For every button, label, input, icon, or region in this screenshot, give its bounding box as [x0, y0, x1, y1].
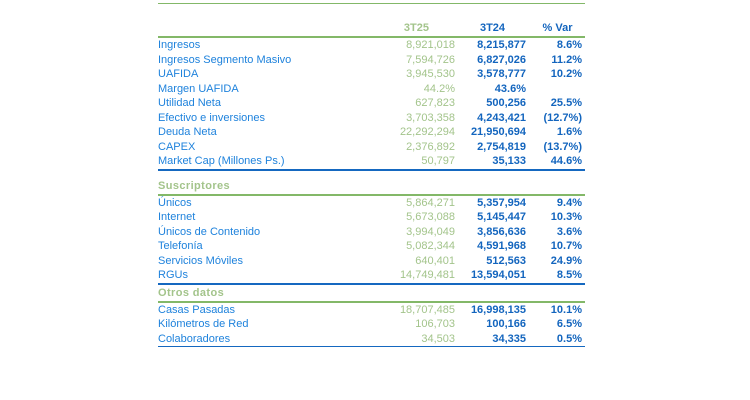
- row-label: Efectivo e inversiones: [158, 111, 265, 124]
- value-3t25: 2,376,892: [406, 140, 455, 153]
- section-title: Otros datos: [158, 286, 225, 299]
- table-row: [158, 268, 585, 283]
- value-3t24: 4,591,968: [477, 240, 526, 253]
- value-3t25: 8,921,018: [406, 39, 455, 52]
- row-label: Telefonía: [158, 240, 203, 253]
- section-bottom-rule: [158, 346, 585, 347]
- row-label: Market Cap (Millones Ps.): [158, 155, 285, 168]
- value-3t25: 640,401: [415, 254, 455, 267]
- table-row: [158, 210, 585, 225]
- row-label: Únicos de Contenido: [158, 225, 261, 238]
- table-section-0: [158, 38, 585, 171]
- table-row: [158, 303, 585, 318]
- table-row: [158, 125, 585, 140]
- value-pct-var: (13.7%): [543, 140, 582, 153]
- value-3t24: 13,594,051: [470, 269, 526, 282]
- value-pct-var: (12.7%): [543, 111, 582, 124]
- value-pct-var: 8.5%: [556, 269, 582, 282]
- row-label: Margen UAFIDA: [158, 82, 239, 95]
- value-3t24: 16,998,135: [470, 303, 526, 316]
- value-3t25: 3,994,049: [406, 225, 455, 238]
- table-row: [158, 225, 585, 240]
- value-3t25: 627,823: [415, 97, 455, 110]
- value-3t24: 500,256: [486, 97, 526, 110]
- value-pct-var: 10.2%: [550, 68, 582, 81]
- table-row: [158, 332, 585, 347]
- value-3t25: 3,703,358: [406, 111, 455, 124]
- value-3t25: 5,864,271: [406, 196, 455, 209]
- value-3t25: 5,673,088: [406, 211, 455, 224]
- table-row: [158, 111, 585, 126]
- column-header-pct-var: % Var: [542, 22, 573, 34]
- row-label: RGUs: [158, 269, 188, 282]
- value-3t25: 44.2%: [423, 82, 455, 95]
- value-3t25: 34,503: [421, 332, 455, 345]
- row-label: Deuda Neta: [158, 126, 217, 139]
- value-pct-var: 6.5%: [556, 318, 582, 331]
- value-pct-var: 1.6%: [556, 126, 582, 139]
- value-3t24: 512,563: [486, 254, 526, 267]
- value-3t25: 7,594,726: [406, 53, 455, 66]
- section-rows: [158, 38, 585, 169]
- value-3t24: 8,215,877: [477, 39, 526, 52]
- row-label: Servicios Móviles: [158, 254, 243, 267]
- value-3t24: 6,827,026: [477, 53, 526, 66]
- table-row: [158, 96, 585, 111]
- row-label: UAFIDA: [158, 68, 199, 81]
- top-rule: [158, 3, 585, 4]
- row-label: Utilidad Neta: [158, 97, 221, 110]
- row-label: Colaboradores: [158, 332, 231, 345]
- column-header-3t25: 3T25: [403, 22, 429, 34]
- value-3t25: 50,797: [421, 155, 455, 168]
- table-row: [158, 38, 585, 53]
- section-title: Suscriptores: [158, 179, 231, 192]
- row-label: Únicos: [158, 196, 192, 209]
- value-3t24: 5,357,954: [477, 196, 526, 209]
- value-3t24: 34,335: [492, 332, 526, 345]
- value-pct-var: 3.6%: [556, 225, 582, 238]
- value-3t24: 35,133: [492, 155, 526, 168]
- value-pct-var: 10.3%: [550, 211, 582, 224]
- table-row: [158, 317, 585, 332]
- value-3t25: 3,945,530: [406, 68, 455, 81]
- value-3t24: 100,166: [486, 318, 526, 331]
- table-row: [158, 53, 585, 68]
- value-3t25: 22,292,294: [399, 126, 455, 139]
- table-section-2: [158, 286, 585, 348]
- value-pct-var: 0.5%: [556, 332, 582, 345]
- table-row: [158, 154, 585, 169]
- value-3t25: 106,703: [415, 318, 455, 331]
- value-pct-var: 10.1%: [550, 303, 582, 316]
- table-row: [158, 254, 585, 269]
- table-header-row: [158, 20, 585, 36]
- table-row: [158, 239, 585, 254]
- value-pct-var: 9.4%: [556, 196, 582, 209]
- column-header-3t24: 3T24: [479, 22, 506, 34]
- section-rows: [158, 303, 585, 347]
- value-3t24: 43.6%: [494, 82, 526, 95]
- value-3t24: 2,754,819: [477, 140, 526, 153]
- table-row: [158, 82, 585, 97]
- row-label: Internet: [158, 211, 196, 224]
- value-pct-var: 44.6%: [550, 155, 582, 168]
- value-pct-var: 8.6%: [556, 39, 582, 52]
- value-pct-var: 25.5%: [550, 97, 582, 110]
- value-pct-var: 24.9%: [550, 254, 582, 267]
- section-bottom-rule: [158, 283, 585, 285]
- row-label: Casas Pasadas: [158, 303, 236, 316]
- row-label: Kilómetros de Red: [158, 318, 249, 331]
- value-3t24: 3,856,636: [477, 225, 526, 238]
- value-3t24: 3,578,777: [477, 68, 526, 81]
- value-pct-var: 10.7%: [550, 240, 582, 253]
- row-label: Ingresos Segmento Masivo: [158, 53, 292, 66]
- value-3t25: 5,082,344: [406, 240, 455, 253]
- value-pct-var: 11.2%: [551, 53, 582, 66]
- value-3t25: 14,749,481: [399, 269, 455, 282]
- value-3t24: 5,145,447: [477, 211, 526, 224]
- row-label: CAPEX: [158, 140, 196, 153]
- table-section-1: [158, 179, 585, 285]
- value-3t24: 4,243,421: [477, 111, 526, 124]
- financial-summary-table: [158, 0, 585, 347]
- value-3t24: 21,950,694: [470, 126, 526, 139]
- section-bottom-rule: [158, 169, 585, 171]
- table-row: [158, 67, 585, 82]
- value-3t25: 18,707,485: [399, 303, 455, 316]
- table-row: [158, 140, 585, 155]
- table-row: [158, 196, 585, 211]
- row-label: Ingresos: [158, 39, 201, 52]
- section-rows: [158, 196, 585, 283]
- table-sections: [158, 38, 585, 347]
